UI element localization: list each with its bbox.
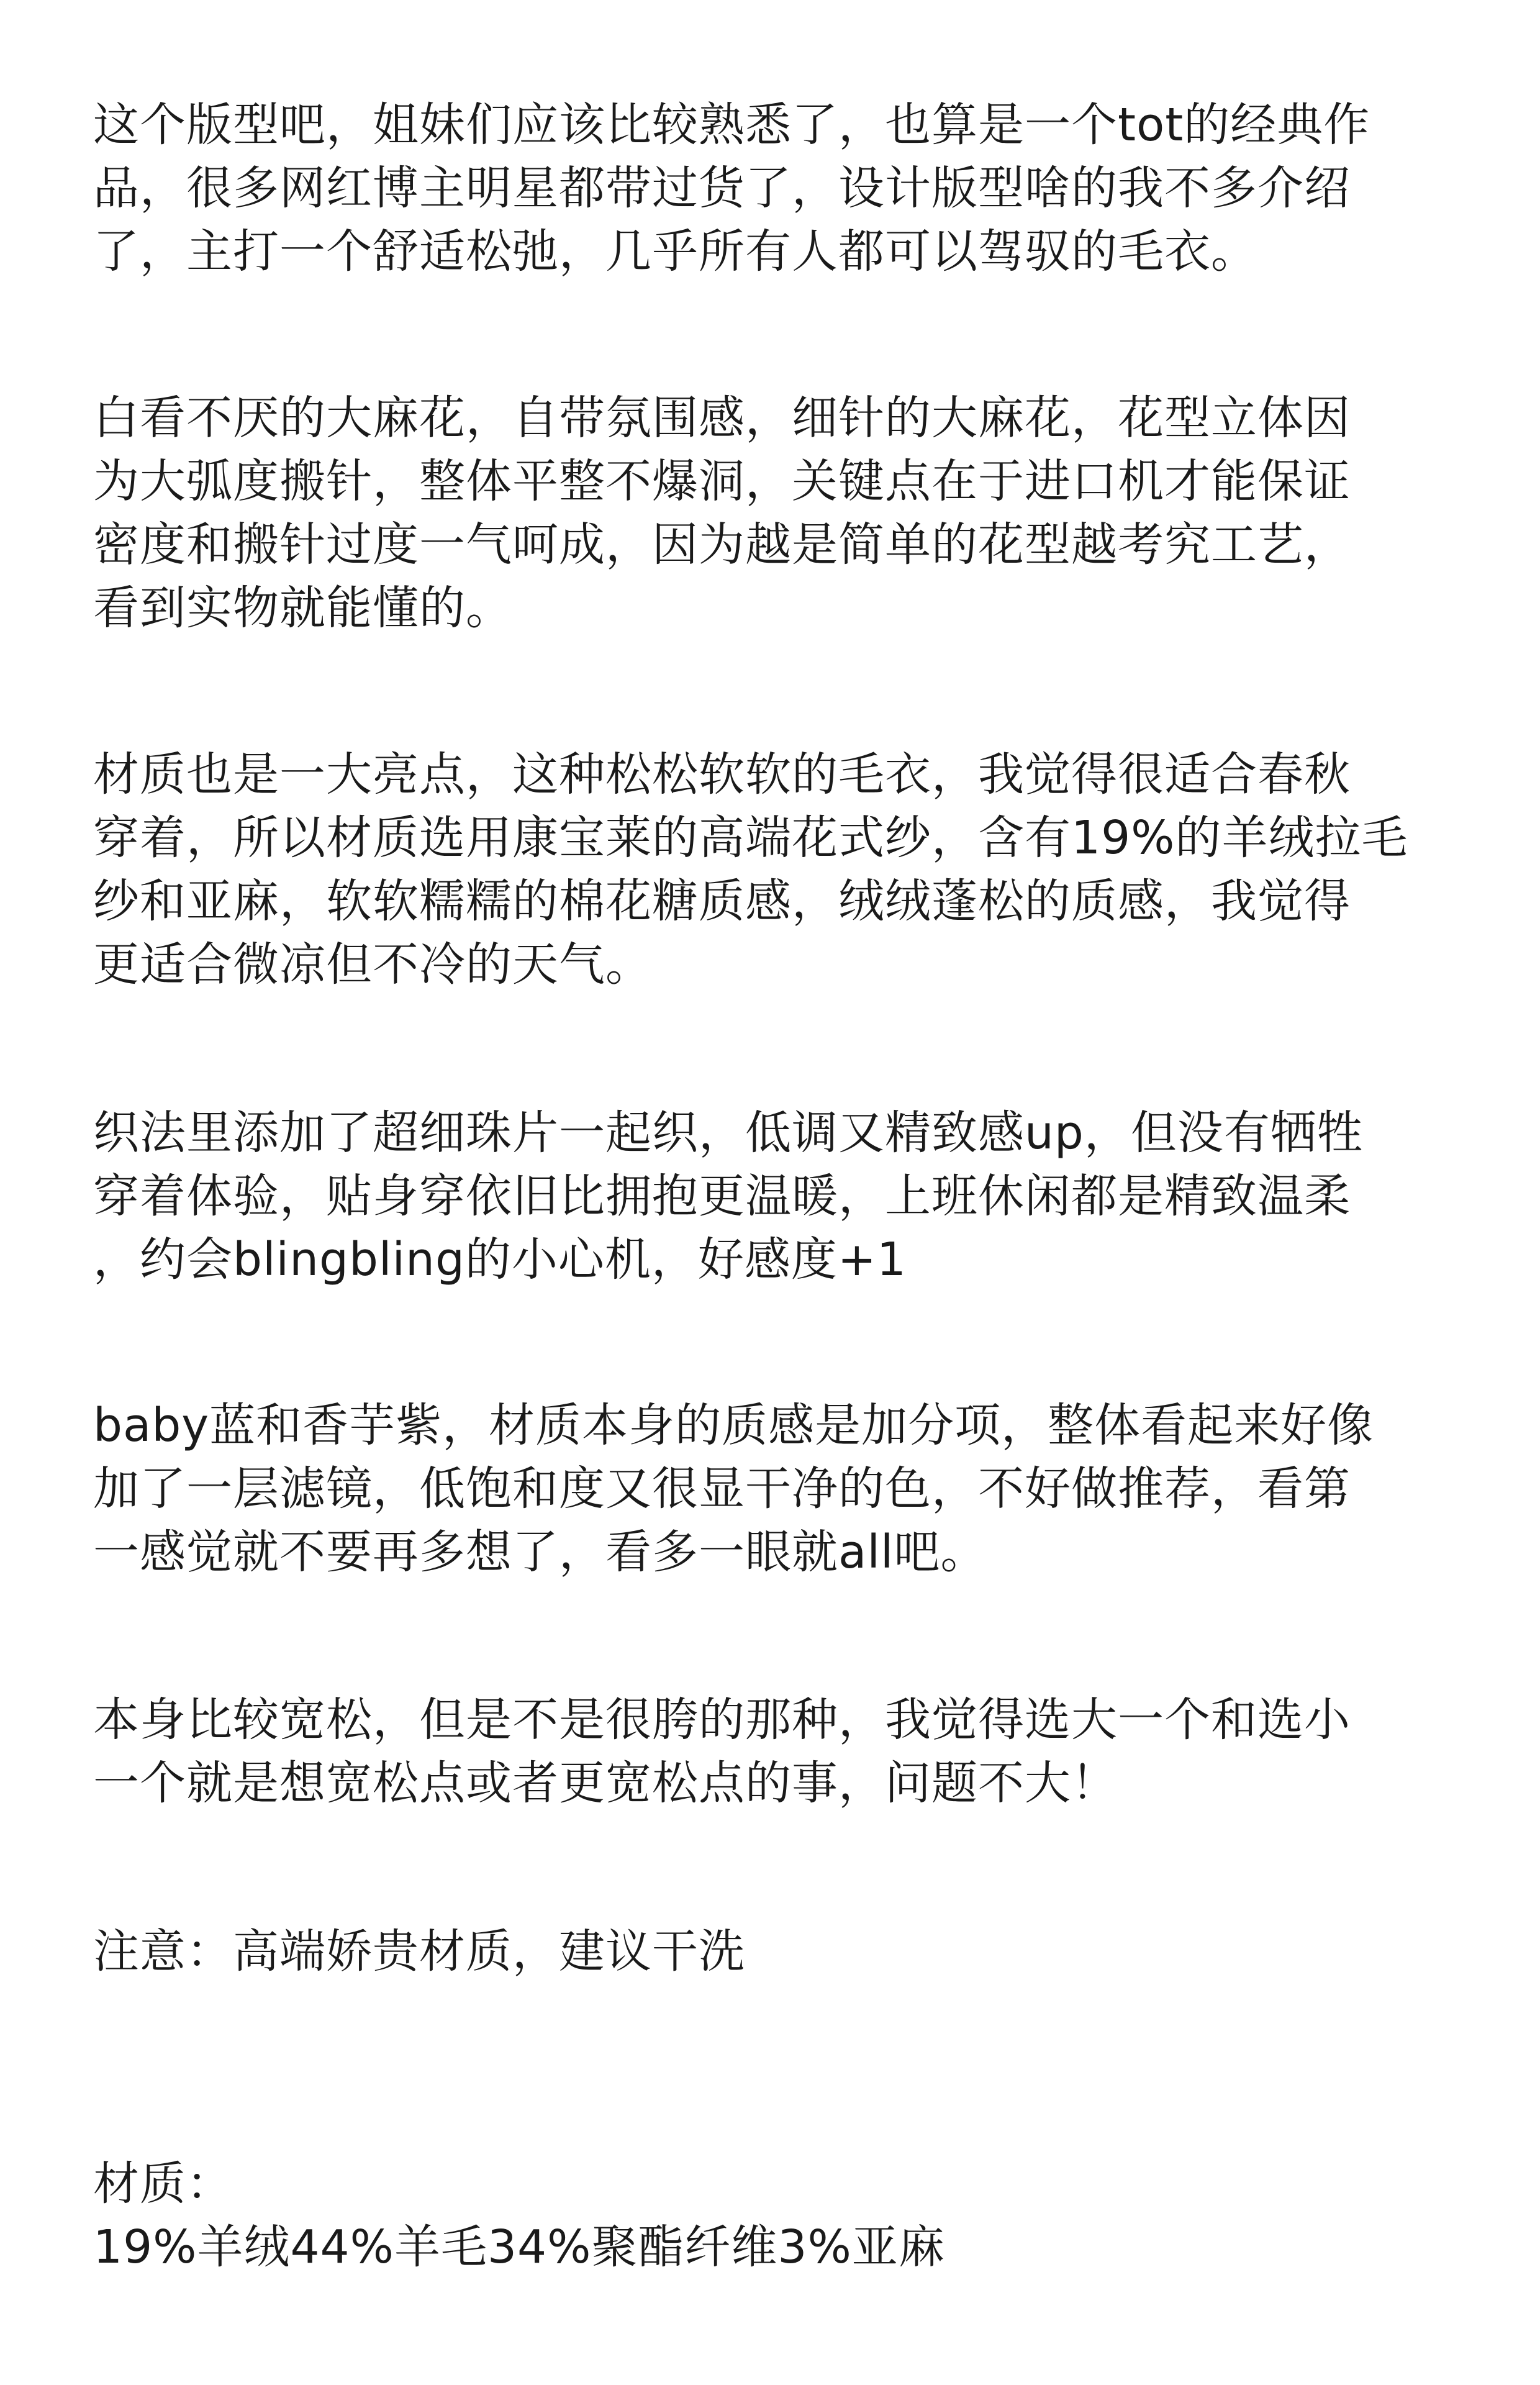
composition-value: 19%羊绒44%羊毛34%聚酯纤维3%亚麻 [93, 2220, 945, 2274]
paragraph-line: 白看不厌的大麻花，自带氛围感，细针的大麻花，花型立体因 [93, 391, 1351, 445]
paragraph-line: 加了一层滤镜，低饱和度又很显干净的色，不好做推荐，看第 [93, 1462, 1351, 1515]
paragraph-sequins [93, 1101, 1465, 1291]
paragraph-line: 了，主打一个舒适松弛，几乎所有人都可以驾驭的毛衣。 [93, 225, 1257, 278]
paragraph-line: 为大弧度搬针，整体平整不爆洞，关键点在于进口机才能保证 [93, 455, 1351, 508]
paragraph-line: baby蓝和香芋紫，材质本身的质感是加分项，整体看起来好像 [93, 1399, 1374, 1452]
paragraph-line: 本身比较宽松，但是不是很胯的那种，我觉得选大一个和选小 [93, 1693, 1351, 1747]
paragraph-line: 一个就是想宽松点或者更宽松点的事，问题不大！ [93, 1756, 1118, 1810]
paragraph-line: ，约会blingbling的小心机，好感度+1 [93, 1233, 907, 1286]
paragraph-line: 品，很多网红博主明星都带过货了，设计版型啥的我不多介绍 [93, 161, 1351, 215]
paragraph-line: 更适合微凉但不冷的天气。 [93, 938, 652, 991]
paragraph-line: 纱和亚麻，软软糯糯的棉花糖质感，绒绒蓬松的质感，我觉得 [93, 874, 1351, 928]
paragraph-line: 穿着体验，贴身穿依旧比拥抱更温暖，上班休闲都是精致温柔 [93, 1170, 1351, 1223]
paragraph-colors [93, 1394, 1465, 1584]
paragraph-line: 看到实物就能懂的。 [93, 581, 512, 635]
paragraph-line: 这个版型吧，姐妹们应该比较熟悉了，也算是一个tot的经典作 [93, 98, 1370, 152]
paragraph-line: 织法里添加了超细珠片一起织，低调又精致感up，但没有牺牲 [93, 1106, 1364, 1160]
paragraph-intro [93, 93, 1465, 283]
paragraph-care-note [93, 1920, 1465, 1983]
paragraph-line: 一感觉就不要再多想了，看多一眼就all吧。 [93, 1525, 987, 1579]
paragraph-line: 穿着，所以材质选用康宝莱的高端花式纱，含有19%的羊绒拉毛 [93, 811, 1408, 865]
paragraph-cable-knit [93, 386, 1465, 640]
paragraph-material [93, 743, 1465, 996]
composition-label: 材质： [93, 2157, 233, 2210]
paragraph-fit [93, 1688, 1465, 1815]
paragraph-line: 材质也是一大亮点，这种松松软软的毛衣，我觉得很适合春秋 [93, 748, 1351, 801]
paragraph-composition [93, 2152, 1465, 2279]
paragraph-line: 注意：高端娇贵材质，建议干洗 [93, 1925, 745, 1978]
paragraph-line: 密度和搬针过度一气呵成，因为越是简单的花型越考究工艺， [93, 518, 1351, 571]
